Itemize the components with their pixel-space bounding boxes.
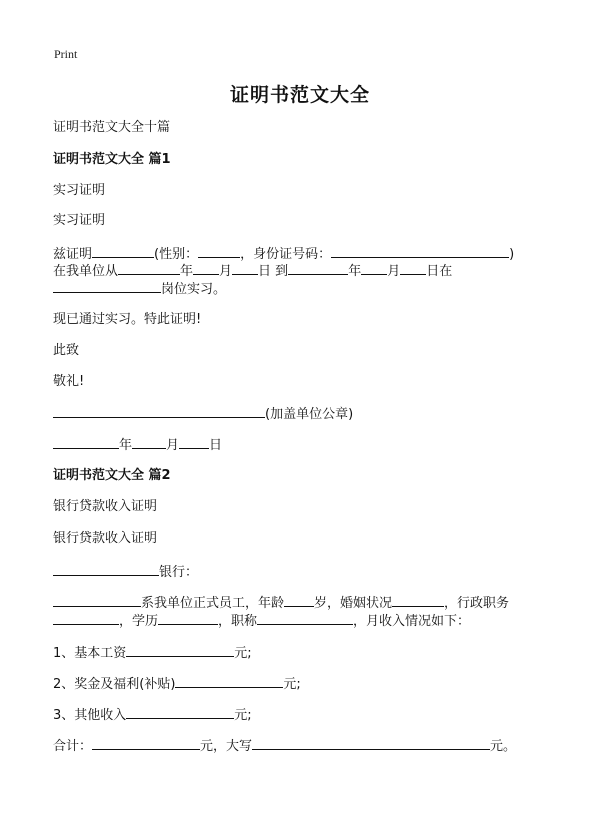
blank-field: [53, 280, 161, 293]
blank-field: [92, 245, 154, 258]
text-fragment: 兹证明: [53, 247, 93, 262]
text-fragment: ，身份证号码：: [240, 247, 332, 262]
text-fragment: ，月收入情况如下：: [353, 614, 471, 629]
text-fragment: 年: [348, 264, 362, 279]
blank-field: [53, 594, 141, 607]
blank-field: [193, 262, 219, 275]
text-fragment: 岗位实习。: [161, 282, 227, 297]
date-line: [53, 436, 222, 454]
text-fragment: 月: [387, 264, 401, 279]
income-item: [53, 675, 301, 693]
income-item: [53, 706, 252, 724]
text-fragment: 在我单位从: [53, 264, 119, 279]
blank-field: [400, 262, 426, 275]
text-fragment: 1、基本工资: [53, 646, 127, 661]
text-fragment: 系我单位正式员工，年龄: [141, 596, 285, 611]
text-fragment: 日: [209, 438, 223, 453]
section1-line3: [53, 280, 226, 298]
blank-field: [179, 436, 209, 449]
section2-line1: [53, 594, 509, 612]
text-fragment: 年: [180, 264, 194, 279]
blank-field: [158, 612, 218, 625]
text-fragment: 元;: [234, 708, 252, 723]
text-fragment: 月: [166, 438, 180, 453]
text-fragment: (性别：: [154, 247, 199, 262]
blank-field: [53, 436, 119, 449]
blank-field: [257, 612, 353, 625]
text-fragment: 岁，婚姻状况: [314, 596, 393, 611]
section1-paragraph: 此致: [53, 343, 80, 358]
text-fragment: ，学历: [119, 614, 159, 629]
text-fragment: 元。: [490, 739, 517, 754]
blank-field: [284, 594, 314, 607]
blank-field: [175, 675, 283, 688]
text-fragment: (加盖单位公章): [265, 407, 354, 422]
text-fragment: ): [509, 247, 515, 262]
blank-field: [53, 563, 159, 576]
blank-field: [361, 262, 387, 275]
seal-line: [53, 405, 353, 423]
text-fragment: 元;: [234, 646, 252, 661]
blank-field: [53, 405, 265, 418]
blank-field: [132, 436, 166, 449]
blank-field: [126, 644, 234, 657]
doc-subtitle: 证明书范文大全十篇: [53, 120, 171, 135]
section1-paragraph: 实习证明: [53, 213, 106, 228]
text-fragment: 日 到: [258, 264, 289, 279]
blank-field: [53, 612, 119, 625]
text-fragment: 年: [119, 438, 133, 453]
text-fragment: 银行：: [159, 565, 199, 580]
blank-field: [288, 262, 348, 275]
section1-heading: 证明书范文大全 篇1: [53, 152, 171, 167]
section1-paragraph: 实习证明: [53, 183, 106, 198]
print-label: Print: [54, 47, 78, 61]
section1-line2: [53, 262, 452, 280]
section1-paragraph: 现已通过实习。特此证明!: [53, 312, 202, 327]
text-fragment: 月: [219, 264, 233, 279]
text-fragment: ，行政职务: [444, 596, 510, 611]
blank-field: [92, 737, 200, 750]
total-line: [53, 737, 516, 755]
text-fragment: 日在: [426, 264, 453, 279]
text-fragment: 合计：: [53, 739, 93, 754]
section2-paragraph: 银行贷款收入证明: [53, 499, 158, 514]
blank-field: [198, 245, 240, 258]
page-title: 证明书范文大全: [229, 84, 370, 106]
bank-line: [53, 563, 198, 581]
blank-field: [392, 594, 444, 607]
section1-paragraph: 敬礼!: [53, 374, 85, 389]
blank-field: [232, 262, 258, 275]
text-fragment: 2、奖金及福利(补贴): [53, 677, 176, 692]
text-fragment: 元;: [283, 677, 301, 692]
blank-field: [331, 245, 509, 258]
blank-field: [126, 706, 234, 719]
text-fragment: 元，大写: [200, 739, 253, 754]
section2-paragraph: 银行贷款收入证明: [53, 531, 158, 546]
income-item: [53, 644, 252, 662]
section2-line2: [53, 612, 470, 630]
section1-line1: [53, 245, 514, 263]
text-fragment: ，职称: [218, 614, 258, 629]
section2-heading: 证明书范文大全 篇2: [53, 468, 171, 483]
blank-field: [252, 737, 490, 750]
text-fragment: 3、其他收入: [53, 708, 127, 723]
blank-field: [118, 262, 180, 275]
